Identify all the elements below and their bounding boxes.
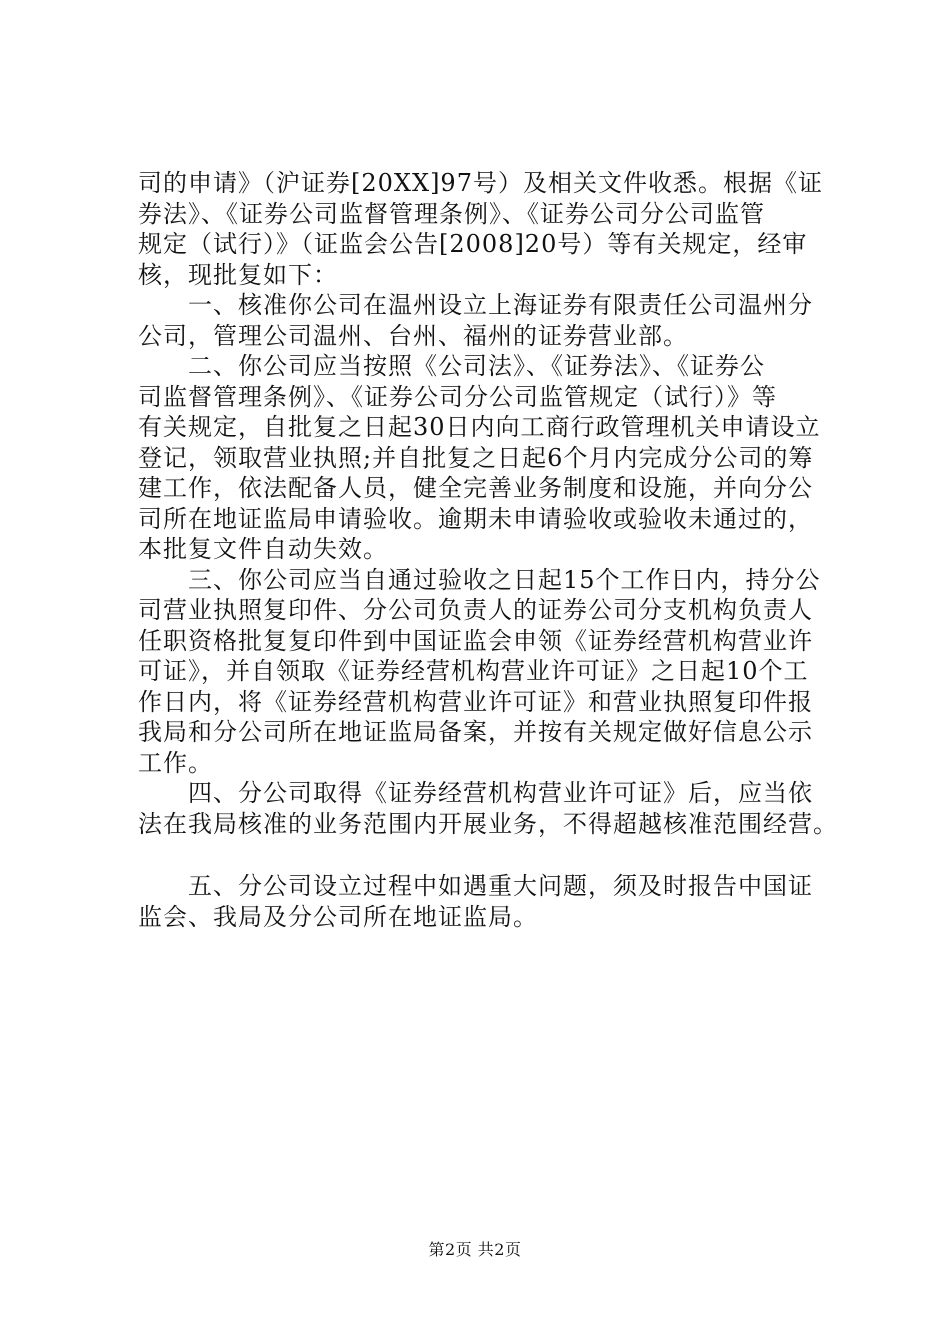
body-line: 券法》、《证券公司监督管理条例》、《证券公司分公司监管 xyxy=(138,199,765,228)
body-line: 四、分公司取得《证券经营机构营业许可证》后，应当依 xyxy=(138,779,813,807)
body-line: 法在我局核准的业务范围内开展业务，不得超越核准范围经营。 xyxy=(138,809,838,838)
body-line: 任职资格批复复印件到中国证监会申领《证券经营机构营业许 xyxy=(138,626,813,655)
paragraph-gap xyxy=(138,839,838,871)
body-line: 工作。 xyxy=(138,748,213,777)
body-line: 本批复文件自动失效。 xyxy=(138,535,388,563)
body-line: 监会、我局及分公司所在地证监局。 xyxy=(138,902,538,931)
body-line: 二、你公司应当按照《公司法》、《证券法》、《证券公 xyxy=(138,352,765,380)
body-line: 我局和分公司所在地证监局备案，并按有关规定做好信息公示 xyxy=(138,718,813,746)
body-line: 可证》，并自领取《证券经营机构营业许可证》之日起10个工 xyxy=(138,657,809,685)
body-line: 司监督管理条例》、《证券公司分公司监管规定（试行）》等 xyxy=(138,382,777,411)
body-line: 登记，领取营业执照;并自批复之日起6个月内完成分公司的筹 xyxy=(138,443,814,472)
body-line: 公司，管理公司温州、台州、福州的证券营业部。 xyxy=(138,321,688,350)
page-number-label: 第2页 共2页 xyxy=(428,1240,522,1259)
body-line: 一、核准你公司在温州设立上海证券有限责任公司温州分 xyxy=(138,291,813,319)
body-line: 五、分公司设立过程中如遇重大问题，须及时报告中国证 xyxy=(138,872,813,900)
page-footer xyxy=(0,1240,950,1260)
body-line: 建工作，依法配备人员，健全完善业务制度和设施，并向分公 xyxy=(138,474,813,502)
body-line: 核，现批复如下： xyxy=(138,260,338,289)
body-line: 作日内，将《证券经营机构营业许可证》和营业执照复印件报 xyxy=(138,687,813,716)
body-line: 司营业执照复印件、分公司负责人的证券公司分支机构负责人 xyxy=(138,596,813,624)
body-line: 规定（试行）》（证监会公告[2008]20号）等有关规定，经审 xyxy=(138,230,808,258)
body-line: 有关规定，自批复之日起30日内向工商行政管理机关申请设立 xyxy=(138,413,821,441)
body-line: 司所在地证监局申请验收。逾期未申请验收或验收未通过的， xyxy=(138,504,813,533)
document-body xyxy=(138,168,838,932)
body-line: 三、你公司应当自通过验收之日起15个工作日内，持分公 xyxy=(138,565,821,594)
body-line: 司的申请》（沪证券[20XX]97号）及相关文件收悉。根据《证 xyxy=(138,169,823,197)
